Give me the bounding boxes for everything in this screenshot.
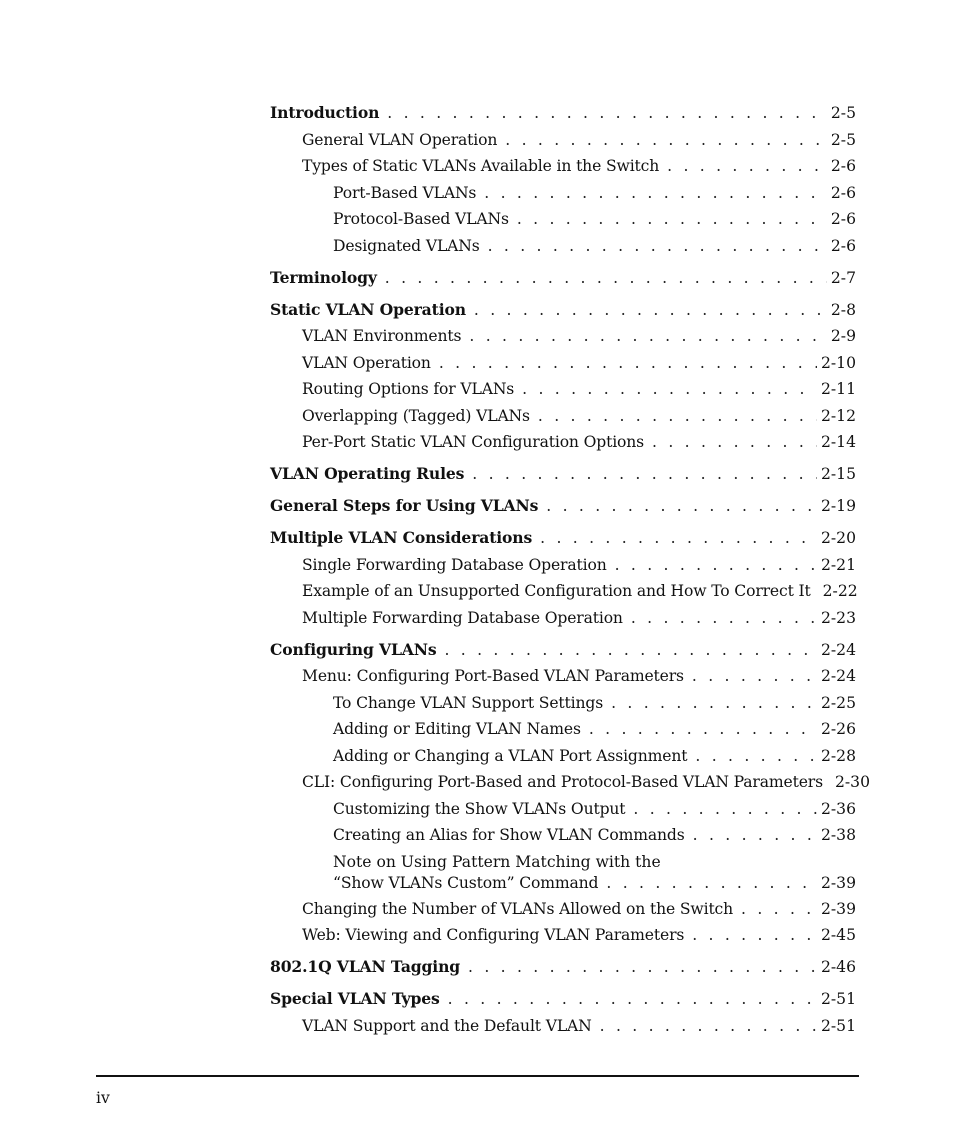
footer-rule [96, 1075, 859, 1077]
dot-leader [546, 496, 817, 516]
dot-leader [522, 379, 817, 399]
toc-entry[interactable] [270, 581, 856, 608]
dot-leader [741, 899, 817, 919]
toc-entry-page: 2-46 [820, 958, 856, 976]
dot-leader [517, 209, 827, 229]
dot-leader [540, 528, 817, 548]
toc-entry-title: Menu: Configuring Port-Based VLAN Parameters [302, 667, 684, 685]
dot-leader [692, 666, 817, 686]
dot-leader [468, 957, 817, 977]
toc-entry[interactable] [270, 852, 856, 899]
toc-entry-page: 2-38 [820, 826, 856, 844]
toc-entry[interactable] [270, 236, 856, 263]
toc-entry-title: Multiple VLAN Considerations [270, 528, 533, 547]
dot-leader [606, 873, 817, 893]
toc-entry-page: 2-39 [820, 873, 856, 892]
toc-entry[interactable] [270, 379, 856, 406]
dot-leader [667, 156, 827, 176]
toc-entry[interactable] [270, 103, 856, 130]
toc-entry-page: 2-7 [830, 268, 856, 287]
toc-entry-title: Designated VLANs [333, 236, 480, 255]
toc-entry-page: 2-39 [820, 899, 856, 918]
toc-entry-title: VLAN Operating Rules [270, 464, 465, 483]
toc-entry-title: Terminology [270, 267, 377, 287]
page-number: iv [96, 1089, 110, 1107]
toc-entry-page: 2-24 [820, 667, 856, 685]
dot-leader [652, 432, 817, 452]
toc-entry-title: Protocol-Based VLANs [333, 210, 509, 228]
dot-leader [693, 825, 817, 845]
toc-entry-title: Customizing the Show VLANs Output [333, 799, 626, 818]
toc-entry-page: 2-12 [820, 406, 856, 425]
toc-entry[interactable] [270, 799, 856, 826]
toc-entry[interactable] [270, 432, 856, 459]
toc-entry-title: Note on Using Pattern Matching with the [333, 852, 661, 871]
toc-entry-page: 2-6 [830, 210, 856, 228]
toc-entry[interactable] [270, 746, 856, 773]
toc-entry-page: 2-11 [820, 380, 856, 398]
dot-leader [488, 236, 827, 256]
toc-entry[interactable] [270, 899, 856, 926]
dot-leader [692, 925, 817, 945]
toc-entry-title: Port-Based VLANs [333, 183, 477, 202]
toc-entry[interactable] [270, 608, 856, 635]
dot-leader [469, 326, 827, 346]
toc-entry-page: 2-24 [820, 640, 856, 659]
toc-entry[interactable] [270, 130, 856, 157]
toc-entry[interactable] [270, 719, 856, 746]
toc-entry-page: 2-22 [822, 582, 858, 600]
toc-entry-title: 802.1Q VLAN Tagging [270, 957, 461, 976]
toc-entry[interactable] [270, 406, 856, 433]
toc-entry-page: 2-23 [820, 608, 856, 627]
toc-entry-page: 2-28 [820, 746, 856, 765]
toc-entry[interactable] [270, 326, 856, 353]
toc-entry-page: 2-15 [820, 465, 856, 483]
dot-leader [444, 640, 816, 660]
toc-entry-title: Introduction [270, 103, 380, 122]
dot-leader [631, 608, 817, 628]
toc-entry-title: Creating an Alias for Show VLAN Commands [333, 826, 685, 844]
toc-entry-title: Special VLAN Types [270, 989, 440, 1008]
dot-leader [439, 353, 817, 373]
toc-entry-page: 2-51 [820, 1016, 856, 1035]
toc-entry-title: To Change VLAN Support Settings [333, 693, 604, 712]
toc-entry-title: VLAN Support and the Default VLAN [302, 1016, 592, 1035]
dot-leader [633, 799, 817, 819]
toc-entry[interactable] [270, 925, 856, 952]
dot-leader [589, 719, 817, 739]
toc-entry-page: 2-25 [820, 693, 856, 712]
toc-entry-title: Single Forwarding Database Operation [302, 555, 607, 574]
toc-entry[interactable] [270, 772, 870, 799]
dot-leader [385, 268, 827, 288]
toc-entry[interactable] [270, 464, 856, 491]
dot-leader [615, 555, 817, 575]
dot-leader [611, 693, 817, 713]
dot-leader [448, 989, 817, 1009]
toc-entry-title: Multiple Forwarding Database Operation [302, 608, 623, 627]
toc-entry-title: Changing the Number of VLANs Allowed on the Switch [302, 899, 734, 918]
toc-entry-title: Per-Port Static VLAN Configuration Options [302, 433, 645, 451]
toc-entry-page: 2-5 [830, 104, 856, 122]
toc-entry[interactable] [270, 183, 856, 210]
toc-entry[interactable] [270, 156, 856, 183]
dot-leader [695, 746, 817, 766]
toc-entry-title: Web: Viewing and Configuring VLAN Parameters [302, 926, 685, 944]
toc-entry[interactable] [270, 209, 856, 236]
toc-entry[interactable] [270, 555, 856, 582]
dot-leader [538, 406, 817, 426]
toc-entry-page: 2-14 [820, 433, 856, 451]
toc-entry-title: Types of Static VLANs Available in the Switch [302, 157, 660, 175]
dot-leader [505, 130, 827, 150]
toc-entry-title: Configuring VLANs [270, 639, 437, 659]
dot-leader [387, 103, 827, 123]
toc-entry-page: 2-20 [820, 529, 856, 547]
toc-entry[interactable] [270, 300, 856, 327]
toc-entry-page: 2-10 [820, 353, 856, 372]
toc-entry-page: 2-19 [820, 497, 856, 515]
toc-entry-page: 2-21 [820, 555, 856, 574]
toc-entry[interactable] [270, 666, 856, 693]
toc-entry-title: Adding or Editing VLAN Names [333, 720, 581, 738]
toc-entry-title: Example of an Unsupported Configuration and How To Correct It [302, 582, 811, 600]
toc-entry-page: 2-51 [820, 990, 856, 1008]
toc-entry-title: Static VLAN Operation [270, 299, 466, 319]
toc-entry[interactable] [270, 353, 856, 380]
toc-entry-page: 2-9 [830, 327, 856, 345]
toc-entry-page: 2-6 [830, 183, 856, 202]
toc-entry-title: CLI: Configuring Port-Based and Protocol-Based VLAN Parameters [302, 773, 823, 791]
dot-leader [600, 1016, 817, 1036]
dot-leader [484, 183, 827, 203]
toc-entry[interactable] [270, 528, 856, 555]
toc-entry[interactable] [270, 989, 856, 1016]
toc-entry-title: Routing Options for VLANs [302, 380, 515, 398]
toc-entry[interactable] [270, 957, 856, 984]
toc-entry[interactable] [270, 640, 856, 667]
toc-entry-page: 2-6 [830, 236, 856, 255]
toc-entry[interactable] [270, 1016, 856, 1043]
toc-entry-title: VLAN Operation [302, 353, 431, 372]
toc-entry[interactable] [270, 268, 856, 295]
toc-entry[interactable] [270, 825, 856, 852]
toc-entry-title: General VLAN Operation [302, 130, 498, 149]
toc-entry-page: 2-36 [820, 799, 856, 818]
table-of-contents [270, 103, 870, 1042]
toc-entry-page: 2-30 [834, 773, 870, 791]
toc-entry-title: Overlapping (Tagged) VLANs [302, 406, 530, 425]
toc-entry-title-continued: “Show VLANs Custom” Command [333, 873, 599, 892]
toc-entry-page: 2-8 [830, 300, 856, 319]
toc-entry-page: 2-26 [820, 720, 856, 738]
dot-leader [474, 300, 827, 320]
toc-entry-page: 2-5 [830, 130, 856, 149]
dot-leader [472, 464, 817, 484]
toc-entry[interactable] [270, 693, 856, 720]
toc-entry-title: Adding or Changing a VLAN Port Assignment [333, 746, 688, 765]
toc-entry-title: VLAN Environments [302, 327, 462, 345]
toc-entry-page: 2-45 [820, 926, 856, 944]
toc-entry-title: General Steps for Using VLANs [270, 496, 539, 515]
toc-entry-page: 2-6 [830, 157, 856, 175]
toc-entry[interactable] [270, 496, 856, 523]
